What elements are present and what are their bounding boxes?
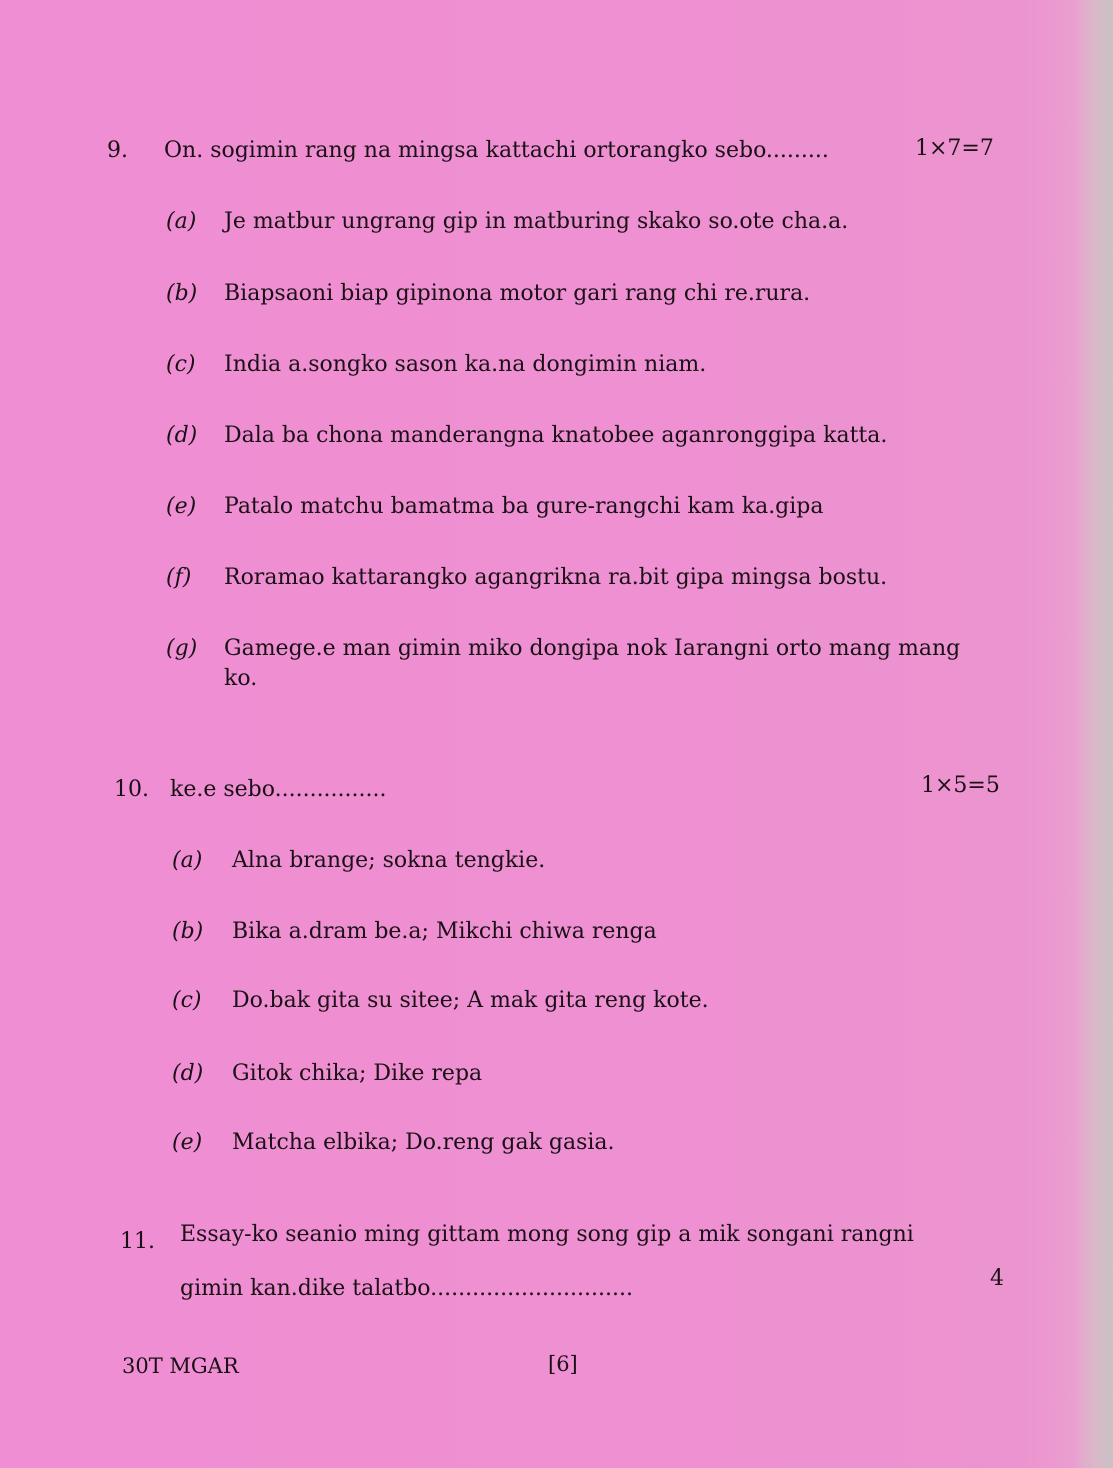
question-10-marks: 1×5=5 xyxy=(921,773,1000,798)
item-label: (e) xyxy=(166,494,197,519)
item-label: (e) xyxy=(172,1130,203,1155)
item-text: Do.bak gita su sitee; A mak gita reng kote. xyxy=(232,988,709,1013)
item-label: (c) xyxy=(172,988,202,1013)
item-text: Roramao kattarangko agangrikna ra.bit gipa mingsa bostu. xyxy=(224,565,888,590)
item-text: Gitok chika; Dike repa xyxy=(232,1061,483,1086)
item-text: Bika a.dram be.a; Mikchi chiwa renga xyxy=(232,919,657,944)
item-label: (c) xyxy=(166,352,196,377)
item-label: (d) xyxy=(172,1061,204,1086)
question-9-text: On. sogimin rang na mingsa kattachi ortorangko sebo......... xyxy=(164,138,829,163)
question-10-text: ke.e sebo................ xyxy=(170,777,387,802)
item-label: (a) xyxy=(166,209,197,234)
item-text: Gamege.e man gimin miko dongipa nok Iarangni orto mang mang ko. xyxy=(224,636,961,691)
question-11-line-2: gimin kan.dike talatbo............................. xyxy=(180,1276,633,1301)
item-label: (a) xyxy=(172,848,203,873)
item-text: Biapsaoni biap gipinona motor gari rang chi re.rura. xyxy=(224,281,811,306)
item-text: Dala ba chona manderangna knatobee aganronggipa katta. xyxy=(224,423,888,448)
page-number: [6] xyxy=(548,1352,578,1376)
item-text: Matcha elbika; Do.reng gak gasia. xyxy=(232,1130,615,1155)
question-11-number: 11. xyxy=(120,1229,155,1254)
item-label: (d) xyxy=(166,423,198,448)
question-11-line-1: Essay-ko seanio ming gittam mong song gip a mik songani rangni xyxy=(180,1222,914,1247)
question-9-marks: 1×7=7 xyxy=(915,136,994,161)
question-9-number: 9. xyxy=(107,138,128,163)
paper-code: 30T MGAR xyxy=(122,1354,239,1378)
item-label: (b) xyxy=(172,919,204,944)
item-label: (b) xyxy=(166,281,198,306)
item-label: (g) xyxy=(166,636,198,661)
item-text: Alna brange; sokna tengkie. xyxy=(232,848,546,873)
item-label: (f) xyxy=(166,565,192,590)
question-11-marks: 4 xyxy=(990,1266,1004,1291)
page-edge-shadow xyxy=(1073,0,1113,1468)
item-text: India a.songko sason ka.na dongimin niam. xyxy=(224,352,707,377)
item-text: Je matbur ungrang gip in matburing skako so.ote cha.a. xyxy=(224,209,849,234)
question-10-number: 10. xyxy=(114,777,149,802)
item-text: Patalo matchu bamatma ba gure-rangchi kam ka.gipa xyxy=(224,494,824,519)
